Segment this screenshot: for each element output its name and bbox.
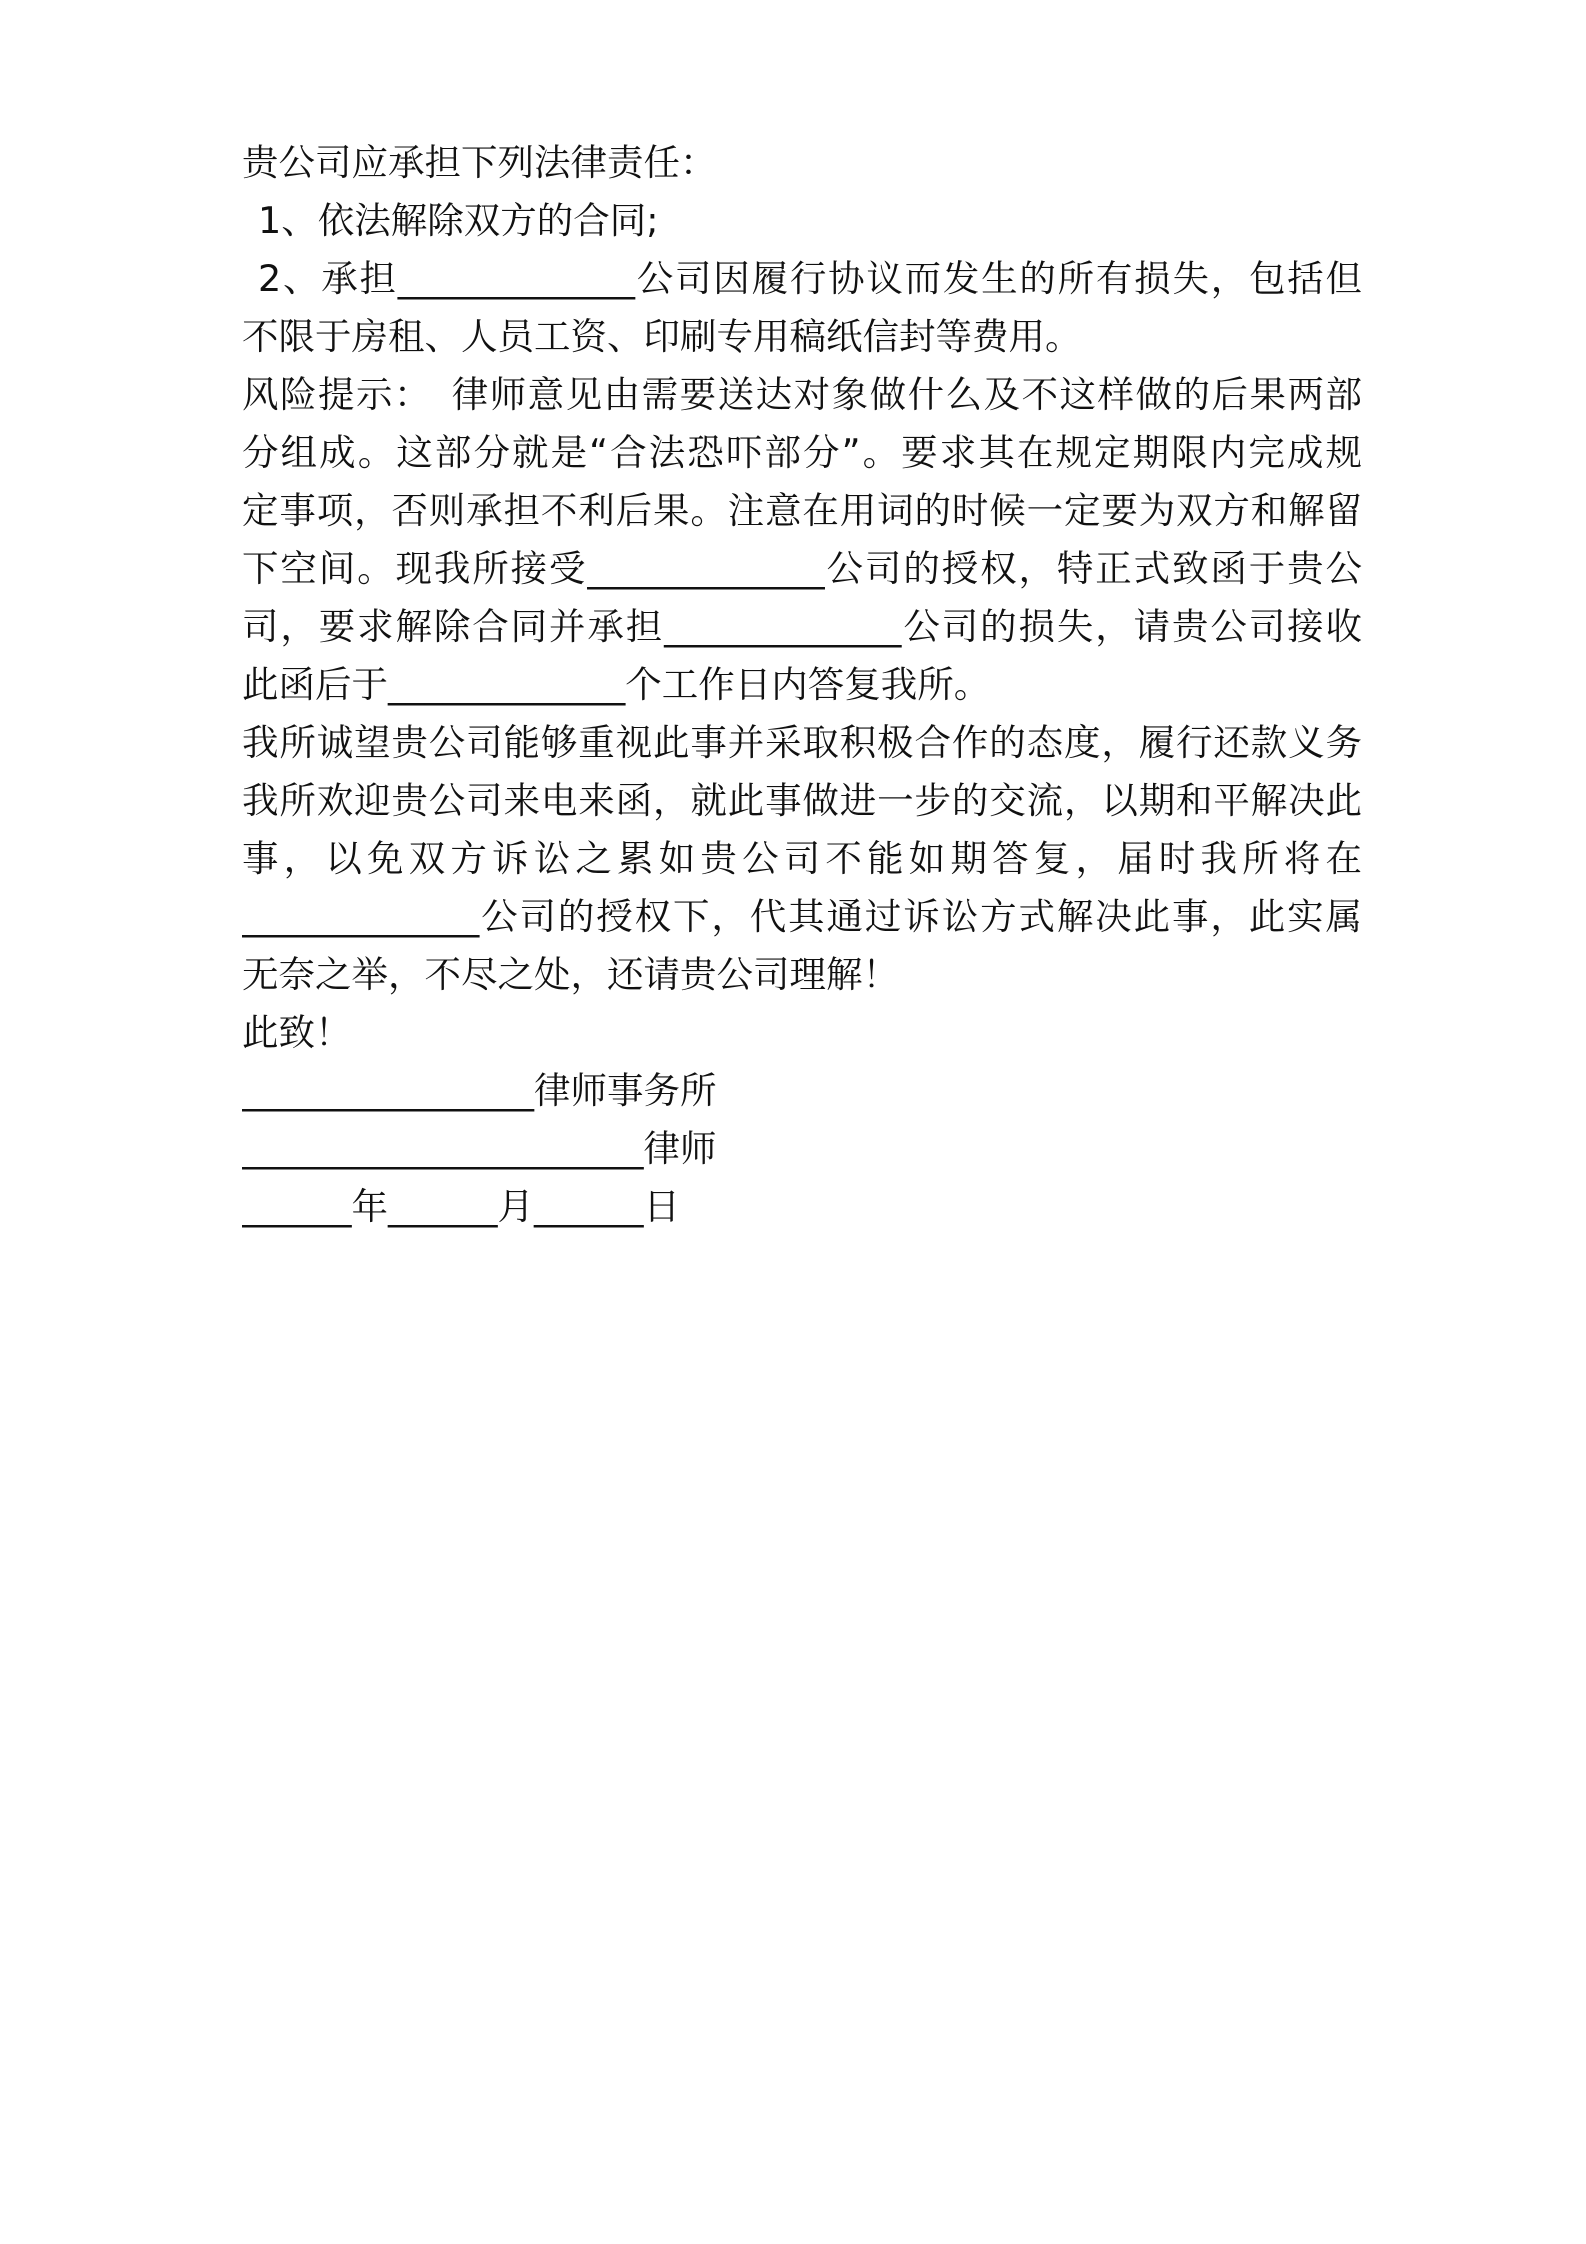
text-line-12: 我所欢迎贵公司来电来函，就此事做进一步的交流，以期和平解决此 — [242, 779, 1362, 822]
text-line-10: 此函后于_____________个工作日内答复我所。 — [242, 663, 991, 706]
text-line-13: 事，以免双方诉讼之累如贵公司不能如期答复，届时我所将在 — [242, 837, 1362, 880]
text-line-3: 2、承担_____________公司因履行协议而发生的所有损失，包括但 — [258, 257, 1362, 300]
signature-law-firm: ________________律师事务所 — [242, 1069, 717, 1112]
signature-date: ______年______月______日 — [242, 1185, 680, 1228]
text-line-2: 1、依法解除双方的合同; — [258, 199, 659, 242]
text-line-15: 无奈之举，不尽之处，还请贵公司理解！ — [242, 953, 899, 996]
signature-lawyer: ______________________律师 — [242, 1127, 717, 1170]
text-line-1: 贵公司应承担下列法律责任： — [242, 141, 717, 184]
closing-salutation: 此致！ — [242, 1011, 352, 1054]
text-line-7: 定事项，否则承担不利后果。注意在用词的时候一定要为双方和解留 — [242, 489, 1362, 532]
text-line-5: 风险提示： 律师意见由需要送达对象做什么及不这样做的后果两部 — [242, 373, 1362, 416]
text-line-14: _____________公司的授权下，代其通过诉讼方式解决此事，此实属 — [242, 895, 1362, 938]
text-line-8: 下空间。现我所接受_____________公司的授权，特正式致函于贵公 — [242, 547, 1362, 590]
text-line-9: 司，要求解除合同并承担_____________公司的损失，请贵公司接收 — [242, 605, 1362, 648]
text-line-6: 分组成。这部分就是“合法恐吓部分”。要求其在规定期限内完成规 — [242, 431, 1362, 474]
text-line-11: 我所诚望贵公司能够重视此事并采取积极合作的态度，履行还款义务 — [242, 721, 1362, 764]
text-line-4: 不限于房租、人员工资、印刷专用稿纸信封等费用。 — [242, 315, 1082, 358]
